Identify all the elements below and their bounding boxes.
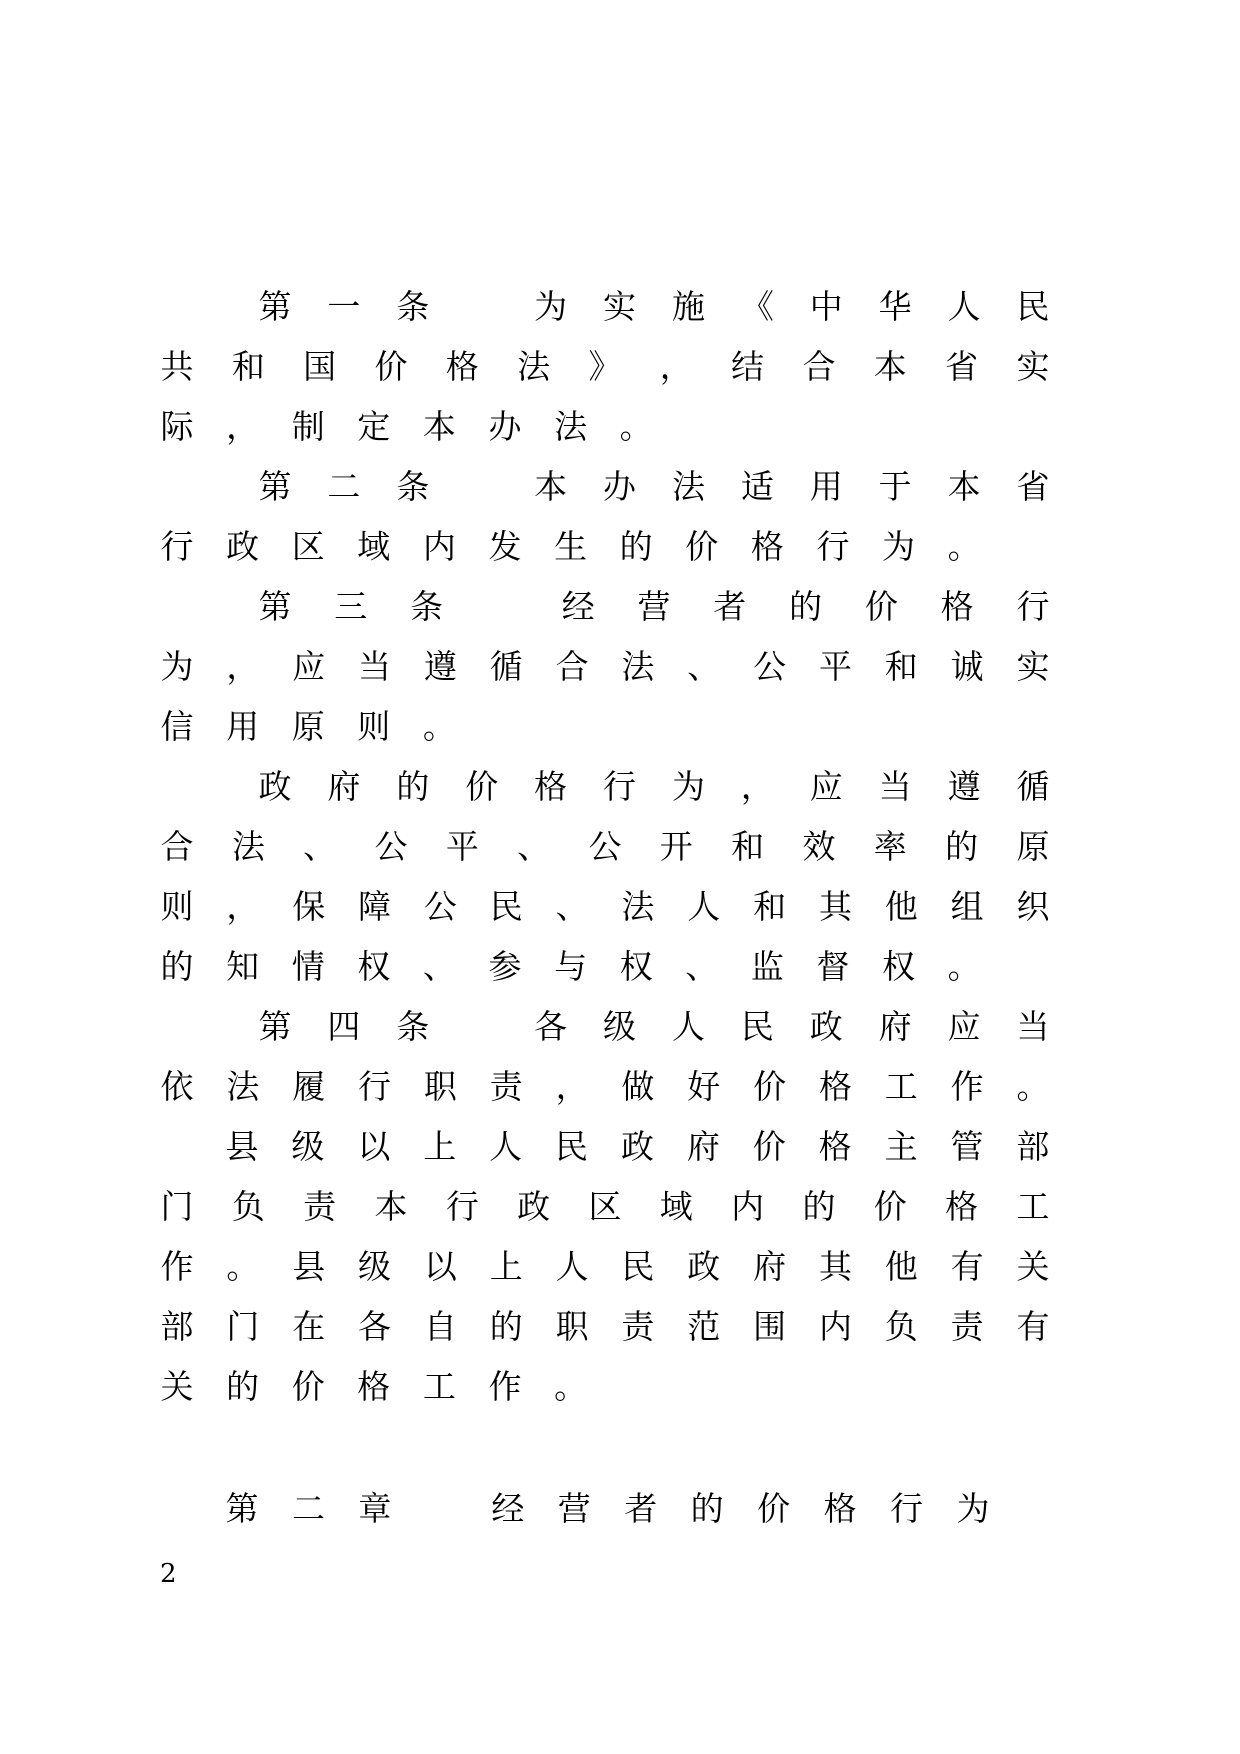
text-line: 行 政 区 域 内 发 生 的 价 格 行 为 。 bbox=[160, 527, 981, 566]
text-line: 政 府 的 价 格 行 为 ， 应 当 遵 循 bbox=[258, 767, 1050, 806]
text-line: 际 ， 制 定 本 办 法 。 bbox=[160, 407, 653, 446]
text-line: 的 知 情 权 、 参 与 权 、 监 督 权 。 bbox=[160, 947, 981, 986]
text-line: 第 一 条 为 实 施 《 中 华 人 民 bbox=[258, 287, 1050, 326]
text-line: 合 法 、 公 平 、 公 开 和 效 率 的 原 bbox=[160, 827, 1050, 866]
text-line: 共 和 国 价 格 法 》 ， 结 合 本 省 实 bbox=[160, 347, 1050, 386]
page-number: 2 bbox=[160, 1559, 177, 1589]
text-line: 则 ， 保 障 公 民 、 法 人 和 其 他 组 织 bbox=[160, 887, 1050, 926]
text-line: 信 用 原 则 。 bbox=[160, 707, 456, 746]
text-line: 门 负 责 本 行 政 区 域 内 的 价 格 工 bbox=[160, 1187, 1050, 1226]
text-line: 为 ， 应 当 遵 循 合 法 、 公 平 和 诚 实 bbox=[160, 647, 1050, 686]
text-line: 部 门 在 各 自 的 职 责 范 围 内 负 责 有 bbox=[160, 1307, 1050, 1346]
text-line: 县 级 以 上 人 民 政 府 价 格 主 管 部 bbox=[225, 1127, 1050, 1166]
text-line: 第 三 条 经 营 者 的 价 格 行 bbox=[258, 587, 1050, 626]
text-line: 作 。 县 级 以 上 人 民 政 府 其 他 有 关 bbox=[160, 1247, 1050, 1286]
text-line: 第 二 条 本 办 法 适 用 于 本 省 bbox=[258, 467, 1050, 506]
chapter-heading-text: 第 二 章 经 营 者 的 价 格 行 为 bbox=[225, 1489, 990, 1528]
text-line: 第 四 条 各 级 人 民 政 府 应 当 bbox=[258, 1007, 1050, 1046]
text-line: 依 法 履 行 职 责 ， 做 好 价 格 工 作 。 bbox=[160, 1067, 1050, 1106]
text-line: 关 的 价 格 工 作 。 bbox=[160, 1367, 588, 1406]
